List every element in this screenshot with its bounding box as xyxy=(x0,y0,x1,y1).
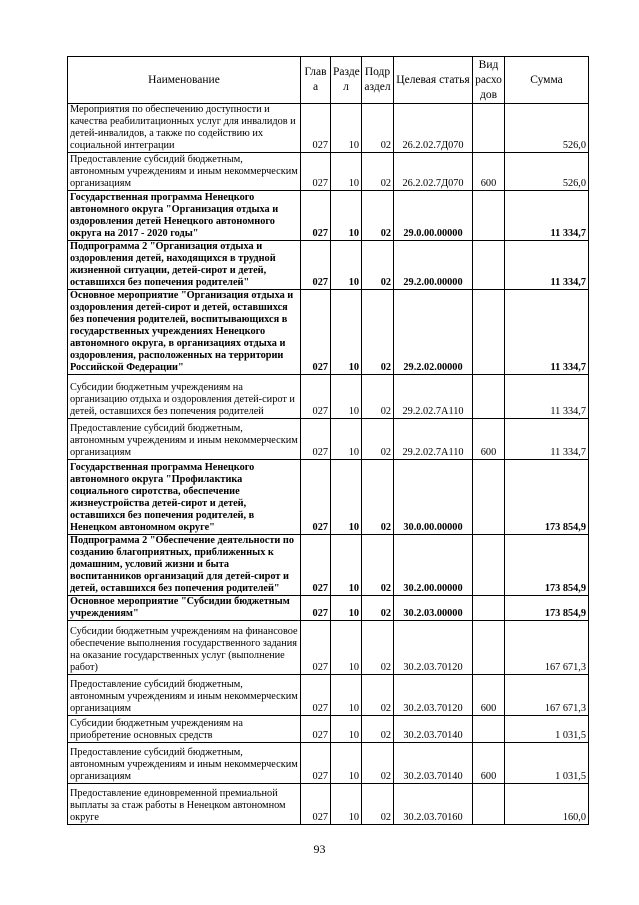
row-podrazdel: 02 xyxy=(362,104,394,153)
row-podrazdel: 02 xyxy=(362,675,394,716)
row-razdel: 10 xyxy=(331,596,362,621)
row-razdel: 10 xyxy=(331,716,362,743)
table-row xyxy=(68,153,589,191)
row-sum: 1 031,5 xyxy=(505,716,589,743)
row-vid xyxy=(473,290,505,375)
row-razdel: 10 xyxy=(331,419,362,460)
row-name: Подпрограмма 2 "Организация отдыха и оздоровления детей, находящихся в трудной жизненной ситуации, детей-сирот и детей, оставшихся без попечения родителей" xyxy=(68,241,301,290)
row-target: 30.2.03.00000 xyxy=(394,596,473,621)
row-podrazdel: 02 xyxy=(362,419,394,460)
row-glava: 027 xyxy=(301,191,331,241)
row-glava: 027 xyxy=(301,153,331,191)
row-sum: 160,0 xyxy=(505,784,589,825)
row-podrazdel: 02 xyxy=(362,716,394,743)
row-sum: 526,0 xyxy=(505,104,589,153)
row-razdel: 10 xyxy=(331,535,362,596)
header-target: Целевая статья xyxy=(394,57,473,104)
table-row xyxy=(68,621,589,675)
row-razdel: 10 xyxy=(331,241,362,290)
row-name: Субсидии бюджетным учреждениям на финансовое обеспечение выполнения государственного задания на оказание государственных услуг (выполнение работ) xyxy=(68,621,301,675)
row-target: 30.2.03.70120 xyxy=(394,675,473,716)
table-row xyxy=(68,460,589,535)
row-glava: 027 xyxy=(301,743,331,784)
row-name: Государственная программа Ненецкого автономного округа "Профилактика социального сиротства, обеспечение жизнеустройства детей-сирот и детей, оставшихся без попечения родителей, в Ненецком автономном округе" xyxy=(68,460,301,535)
table-header-row xyxy=(68,57,589,104)
page-number: 93 xyxy=(313,842,326,856)
row-glava: 027 xyxy=(301,104,331,153)
row-name: Предоставление субсидий бюджетным, автономным учреждениям и иным некоммерческим организациям xyxy=(68,419,301,460)
table-row xyxy=(68,104,589,153)
row-razdel: 10 xyxy=(331,290,362,375)
row-sum: 1 031,5 xyxy=(505,743,589,784)
row-glava: 027 xyxy=(301,716,331,743)
row-vid: 600 xyxy=(473,153,505,191)
row-sum: 526,0 xyxy=(505,153,589,191)
row-razdel: 10 xyxy=(331,784,362,825)
row-name: Основное мероприятие "Субсидии бюджетным учреждениям" xyxy=(68,596,301,621)
table-row xyxy=(68,241,589,290)
row-target: 29.2.00.00000 xyxy=(394,241,473,290)
row-glava: 027 xyxy=(301,596,331,621)
row-vid xyxy=(473,460,505,535)
row-razdel: 10 xyxy=(331,675,362,716)
row-sum: 11 334,7 xyxy=(505,290,589,375)
row-target: 26.2.02.7Д070 xyxy=(394,104,473,153)
row-name: Государственная программа Ненецкого автономного округа "Организация отдыха и оздоровления детей Ненецкого автономного округа на 2017 - 2020 годы" xyxy=(68,191,301,241)
row-glava: 027 xyxy=(301,621,331,675)
row-name: Субсидии бюджетным учреждениям на организацию отдыха и оздоровления детей-сирот и детей, оставшихся без попечения родителей xyxy=(68,375,301,419)
table-row xyxy=(68,716,589,743)
row-target: 30.2.03.70140 xyxy=(394,716,473,743)
table-row xyxy=(68,419,589,460)
row-glava: 027 xyxy=(301,784,331,825)
row-podrazdel: 02 xyxy=(362,153,394,191)
table-row xyxy=(68,675,589,716)
row-sum: 11 334,7 xyxy=(505,375,589,419)
row-podrazdel: 02 xyxy=(362,621,394,675)
header-vid: Вид расхо дов xyxy=(473,57,505,104)
row-vid xyxy=(473,241,505,290)
row-podrazdel: 02 xyxy=(362,290,394,375)
row-target: 30.2.03.70160 xyxy=(394,784,473,825)
row-target: 29.2.02.7А110 xyxy=(394,419,473,460)
row-vid xyxy=(473,784,505,825)
row-glava: 027 xyxy=(301,375,331,419)
row-name: Предоставление единовременной премиальной выплаты за стаж работы в Ненецком автономном округе xyxy=(68,784,301,825)
row-name: Предоставление субсидий бюджетным, автономным учреждениям и иным некоммерческим организациям xyxy=(68,743,301,784)
row-target: 30.2.03.70140 xyxy=(394,743,473,784)
row-vid xyxy=(473,191,505,241)
table-row xyxy=(68,375,589,419)
row-razdel: 10 xyxy=(331,153,362,191)
table-row xyxy=(68,784,589,825)
row-vid xyxy=(473,621,505,675)
row-name: Субсидии бюджетным учреждениям на приобретение основных средств xyxy=(68,716,301,743)
header-name: Наименование xyxy=(68,57,301,104)
header-podrazdel: Подр аздел xyxy=(362,57,394,104)
row-vid: 600 xyxy=(473,675,505,716)
row-glava: 027 xyxy=(301,535,331,596)
row-glava: 027 xyxy=(301,460,331,535)
row-sum: 173 854,9 xyxy=(505,596,589,621)
row-vid xyxy=(473,716,505,743)
header-razdel: Разде л xyxy=(331,57,362,104)
row-sum: 11 334,7 xyxy=(505,191,589,241)
row-podrazdel: 02 xyxy=(362,784,394,825)
row-sum: 167 671,3 xyxy=(505,675,589,716)
row-sum: 167 671,3 xyxy=(505,621,589,675)
row-target: 29.0.00.00000 xyxy=(394,191,473,241)
row-podrazdel: 02 xyxy=(362,241,394,290)
row-vid xyxy=(473,104,505,153)
row-target: 30.0.00.00000 xyxy=(394,460,473,535)
row-razdel: 10 xyxy=(331,743,362,784)
row-podrazdel: 02 xyxy=(362,460,394,535)
header-sum: Сумма xyxy=(505,57,589,104)
row-name: Основное мероприятие "Организация отдыха и оздоровления детей-сирот и детей, оставшихся без попечения родителей, воспитывающихся в государственных учреждениях Ненецкого автономного округа, в организациях отдыха и оздоровления, расположенных на территории Российской Федерации" xyxy=(68,290,301,375)
row-vid xyxy=(473,375,505,419)
row-razdel: 10 xyxy=(331,191,362,241)
row-vid: 600 xyxy=(473,743,505,784)
row-podrazdel: 02 xyxy=(362,375,394,419)
row-target: 26.2.02.7Д070 xyxy=(394,153,473,191)
row-glava: 027 xyxy=(301,675,331,716)
row-razdel: 10 xyxy=(331,375,362,419)
table-row xyxy=(68,290,589,375)
table-row xyxy=(68,191,589,241)
row-podrazdel: 02 xyxy=(362,535,394,596)
row-razdel: 10 xyxy=(331,621,362,675)
table-row xyxy=(68,743,589,784)
table-row xyxy=(68,596,589,621)
row-vid: 600 xyxy=(473,419,505,460)
row-sum: 173 854,9 xyxy=(505,460,589,535)
row-podrazdel: 02 xyxy=(362,596,394,621)
row-name: Мероприятия по обеспечению доступности и качества реабилитационных услуг для инвалидов и детей-инвалидов, а также по содействию их социальной интеграции xyxy=(68,104,301,153)
table-row xyxy=(68,535,589,596)
row-name: Предоставление субсидий бюджетным, автономным учреждениям и иным некоммерческим организациям xyxy=(68,153,301,191)
budget-table xyxy=(67,56,589,825)
row-razdel: 10 xyxy=(331,104,362,153)
row-sum: 173 854,9 xyxy=(505,535,589,596)
row-glava: 027 xyxy=(301,419,331,460)
row-razdel: 10 xyxy=(331,460,362,535)
row-podrazdel: 02 xyxy=(362,191,394,241)
row-vid xyxy=(473,596,505,621)
row-vid xyxy=(473,535,505,596)
row-sum: 11 334,7 xyxy=(505,419,589,460)
row-target: 29.2.02.00000 xyxy=(394,290,473,375)
row-sum: 11 334,7 xyxy=(505,241,589,290)
row-glava: 027 xyxy=(301,290,331,375)
row-podrazdel: 02 xyxy=(362,743,394,784)
row-target: 29.2.02.7А110 xyxy=(394,375,473,419)
row-target: 30.2.00.00000 xyxy=(394,535,473,596)
row-name: Предоставление субсидий бюджетным, автономным учреждениям и иным некоммерческим организациям xyxy=(68,675,301,716)
row-glava: 027 xyxy=(301,241,331,290)
row-target: 30.2.03.70120 xyxy=(394,621,473,675)
row-name: Подпрограмма 2 "Обеспечение деятельности по созданию благоприятных, приближенных к домашним, условий жизни и быта воспитанников организаций для детей-сирот и детей, оставшихся без попечения родителей" xyxy=(68,535,301,596)
header-glava: Глав а xyxy=(301,57,331,104)
